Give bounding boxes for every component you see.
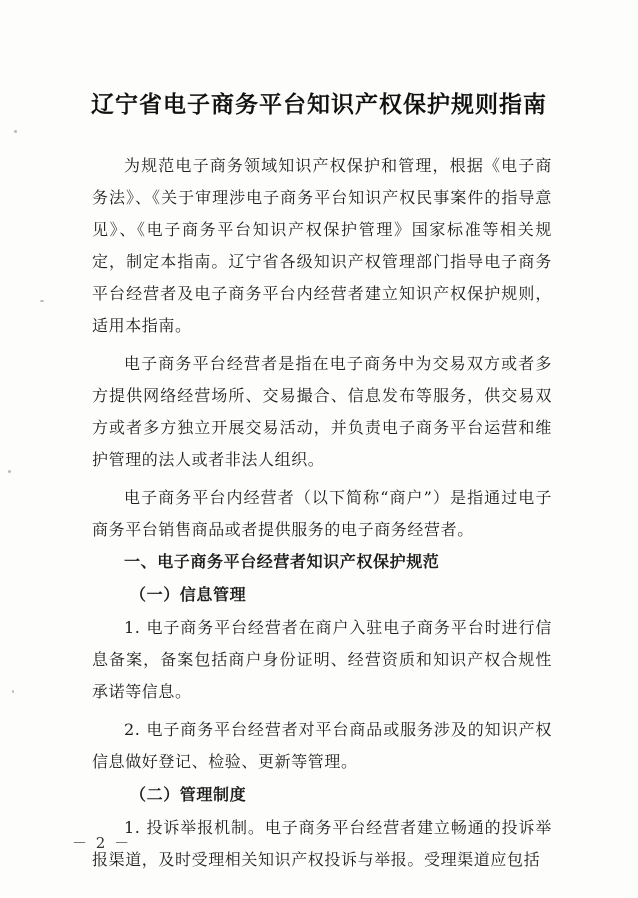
scan-speck	[12, 690, 14, 693]
section-heading-1: 一、电子商务平台经营者知识产权保护规范	[124, 552, 440, 571]
list-item: 2. 电子商务平台经营者对平台商品或服务涉及的知识产权信息做好登记、检验、更新等管理。	[92, 720, 552, 771]
scan-speck	[8, 470, 11, 473]
paragraph-intro-2: 电子商务平台经营者是指在电子商务中为交易双方或者多方提供网络经营场所、交易撮合、信息发布等服务，供交易双方或者多方独立开展交易活动，并负责电子商务平台运营和维护管理的法人或者非法人组织。	[92, 354, 552, 469]
scan-speck	[14, 130, 17, 133]
document-body	[92, 150, 552, 882]
scan-speck	[40, 300, 44, 302]
subsection-heading-2: （二）管理制度	[130, 785, 247, 804]
list-item: 1. 电子商务平台经营者在商户入驻电子商务平台时进行信息备案，备案包括商户身份证明、经营资质和知识产权合规性承诺等信息。	[92, 618, 552, 701]
document-title: 辽宁省电子商务平台知识产权保护规则指南	[91, 91, 547, 118]
page-number: － 2 －	[72, 834, 132, 852]
paragraph-intro-1: 为规范电子商务领域知识产权保护和管理，根据《电子商务法》、《关于审理涉电子商务平台知识产权民事案件的指导意见》、《电子商务平台知识产权保护管理》国家标准等相关规定，制定本指南。辽宁省各级知识产权管理部门指导电子商务平台经营者及电子商务平台内经营者建立知识产权保护规则，适用本指南。	[92, 156, 552, 335]
paragraph-intro-3: 电子商务平台内经营者（以下简称“商户”）是指通过电子商务平台销售商品或者提供服务的电子商务经营者。	[92, 488, 552, 539]
subsection-heading-1: （一）信息管理	[130, 585, 247, 604]
list-item: 1. 投诉举报机制。电子商务平台经营者建立畅通的投诉举报渠道，及时受理相关知识产权投诉与举报。受理渠道应包括	[92, 818, 552, 869]
